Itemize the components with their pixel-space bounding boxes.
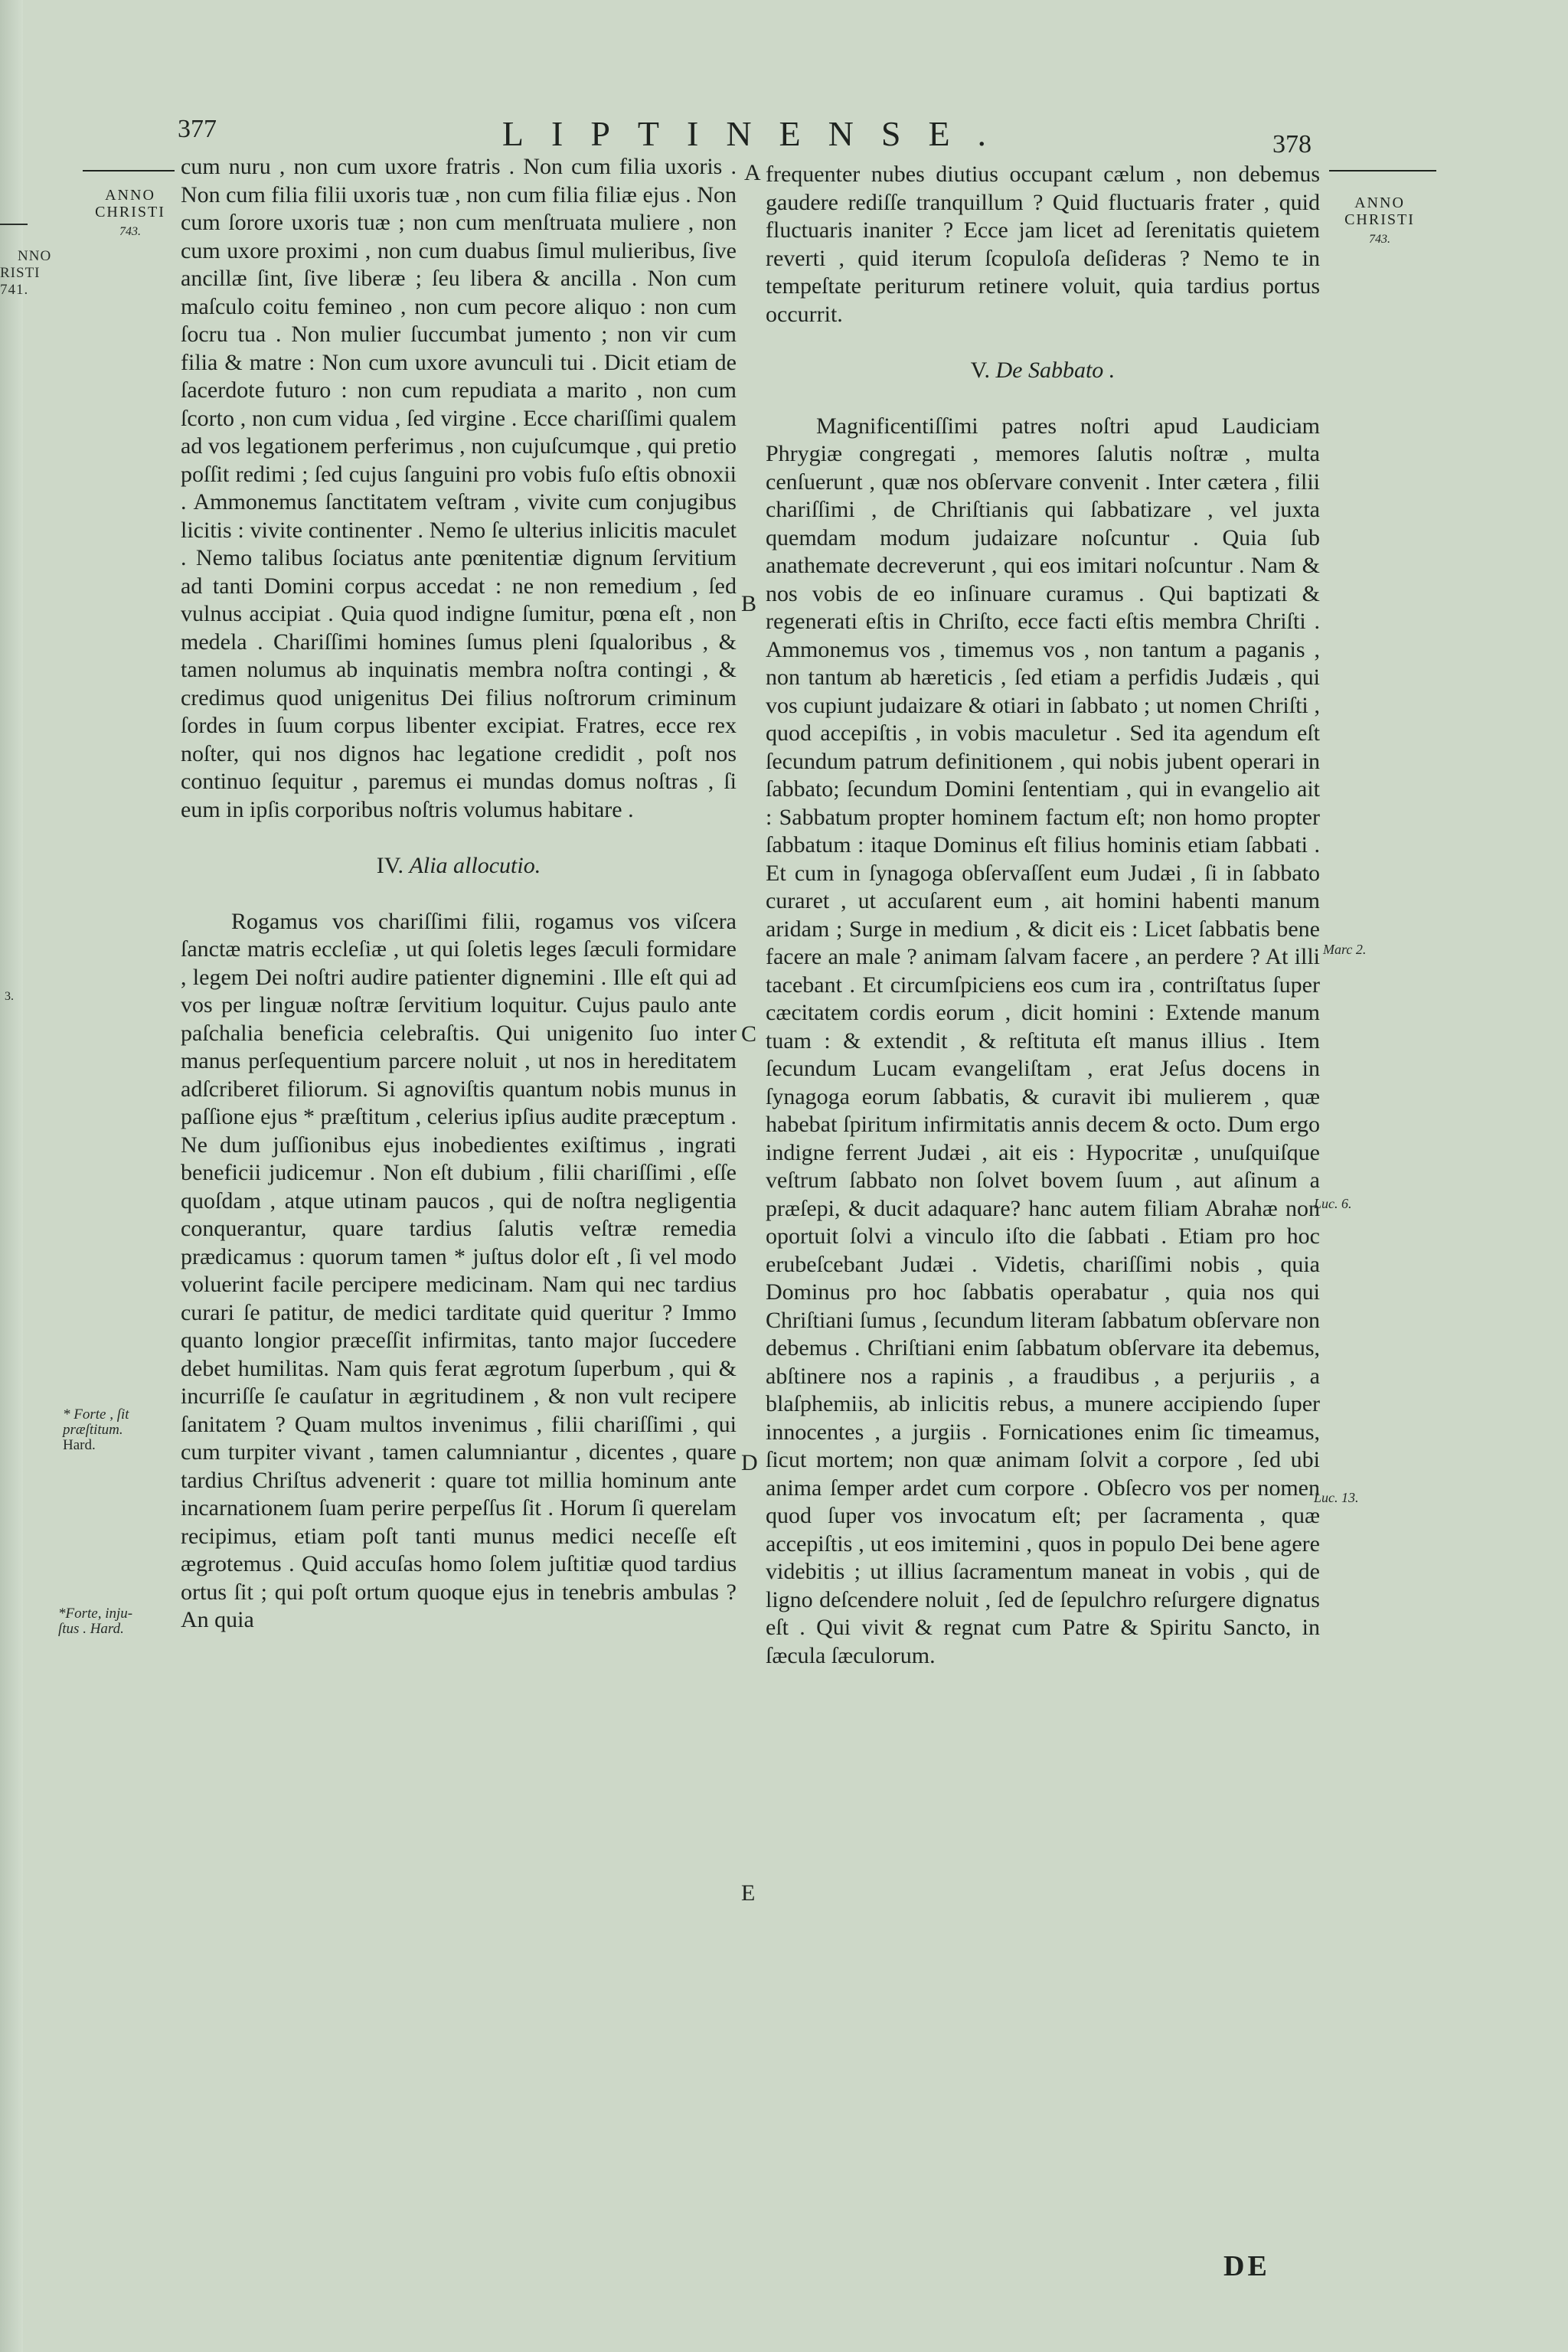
section-title: De Sabbato . (995, 358, 1116, 383)
previous-page-anno-fragment: NNO RISTI 741. (0, 248, 52, 298)
christi-label: CHRISTI (95, 204, 165, 220)
margin-ref-marc: Marc 2. (1323, 942, 1367, 957)
left-column (181, 153, 737, 1635)
left-paragraph-2: Rogamus vos chariſſimi filii, rogamus vos viſcera ſanctæ matris eccleſiæ , ut qui ſoletis leges ſæculi formidare , legem Dei noſtri audire patienter dignemini . Ille eſt qui ad vos per linguæ noſtræ ſervitium loquitur. Cujus paulo ante paſchalia beneficia celebraſtis. Qui unigenito ſuo inter manus perſequentium parcere noluit , ut nos in hereditatem adſcriberet filiorum. Si agnoviſtis quantum nobis munus in paſſione ejus * præſtitum , celerius ipſius audite præceptum . Ne dum juſſionibus ejus inobedientes exiſtimus , ingrati beneficii judicemur . Non eſt dubium , filii chariſſimi , eſſe quoſdam , atque utinam paucos , qui de noſtra negligentia conquerantur, quare tardius ſalutis veſtræ remedia prædicamus : quorum tamen * juſtus dolor eſt , ſi vel modo voluerint facile percipere medicinam. Nam qui nec tardius curari ſe patitur, de medici tarditate quid queritur ? Immo quanto longior præceſſit infirmitas, tanto major ſuccedere debet humilitas. Nam quis ferat ægrotum ſuperbum , qui & incurriſſe ſe cauſatur in ægritudinem , & non vult recipere ſanitatem ? Quam multos invenimus , filii chariſſimi , qui cum turpiter vivant , tamen calumniantur , dicentes , quare tardius Chriſtus advenerit : quare tot millia hominum ante incarnationem ſuam perire perpeſſus ſit . Horum ſi querelam recipimus, etiam poſt tanti munus medici neceſſe eſt ægrotemus . Quid accuſas homo ſolem juſtitiæ quod tardius ortus ſit ; qui poſt ortum quoque ejus in tenebris ambulas ? An quia (181, 908, 737, 1632)
page-number-right: 378 (1272, 130, 1312, 158)
catchword: DE (1223, 2250, 1270, 2282)
right-margin-rule (1329, 170, 1436, 172)
section-title: Alia allocutio. (409, 853, 541, 878)
footnote-line: *Forte, inju- (58, 1606, 133, 1622)
previous-page-rule (0, 224, 28, 225)
section-letter-e: E (741, 1880, 756, 1906)
footnote-1 (63, 1407, 170, 1453)
anno-christi-right (1331, 194, 1429, 248)
margin-ref-luc-6: Luc. 6. (1314, 1196, 1352, 1211)
section-heading-iv (181, 852, 737, 880)
section-letter-c: C (741, 1021, 757, 1047)
year-label: 743. (1369, 233, 1390, 246)
margin-ref-luc-13: Luc. 13. (1314, 1490, 1359, 1505)
anno-christi-left (83, 187, 178, 240)
page-number-left: 377 (178, 115, 217, 143)
left-margin-rule (83, 170, 175, 172)
previous-page-margin (0, 190, 52, 315)
anno-label: ANNO (1354, 194, 1405, 211)
running-title: LIPTINENSE. (501, 114, 1014, 153)
previous-page-mark: 3. (5, 990, 14, 1003)
year-label: 743. (119, 225, 141, 238)
section-number: IV. (376, 853, 404, 878)
right-paragraph-2: Magnificentiſſimi patres noſtri apud Laudiciam Phrygiæ congregati , memores ſalutis noſtræ , multa cenſuerunt , quæ nos obſervare convenit . Inter cætera , filii chariſſimi , de Chriſtianis qui ſabbatizare , vel juxta quemdam modum judaizare noſcuntur . Quia ſub anathemate decreverunt , qui eos imitari noſcuntur . Nam & nos vobis de eo inſinuare curamus . Qui baptizati & regenerati eſtis in Chriſto, ecce facti eſtis membra Chriſti . Ammonemus vos , timemus vos , non tantum a paganis , non tantum ab hæreticis , ſed etiam a perfidis Judæis , qui vos cupiunt judaizare & otiari in ſabbato ; ut nomen Chriſti , quod accepiſtis , in vobis maculetur . Sed ita agendum eſt ſecundum patrum definitionem , qui nobis jubent operari in ſabbato; ſecundum Domini ſententiam , qui in evangelio ait : Sabbatum propter hominem factum eſt; non homo propter ſabbatum : itaque Dominus eſt filius hominis etiam ſabbati . Et cum in ſynagoga obſervaſſent eum Judæi , ſi in ſabbato curaret , ut accuſarent eum , ait homini habenti manum aridam ; Surge in medium , & dicit eis : Licet ſabbatis bene facere an male ? animam ſalvam facere , an perdere ? At illi tacebant . Et circumſpiciens eos cum ira , contriſtatus ſuper cæcitatem cordis eorum , dicit homini : Extende manum tuam : & extendit , & reſtituta eſt manus illius . Item ſecundum Lucam evangeliſtam , erat Jeſus docens in ſynagoga eorum ſabbatis, & curavit ibi mulierem , quæ habebat ſpiritum infirmitatis annis decem & octo. Dum ergo indigne ferrent Judæi , ait eis : Hypocritæ , unuſquiſque veſtrum ſabbato non ſolvet bovem ſuum , aut aſinum a præſepi, & ducit adaquare? hanc autem filiam Abrahæ non oportuit ſolvi a vinculo iſto die ſabbati . Etiam pro hoc erubeſcebant Judæi . Videtis, chariſſimi nobis , quia Dominus pro hoc ſabbatis operabatur , quia nos qui Chriſtiani ſumus , ſecundum literam ſabbatum obſervare non debemus . Chriſtiani enim ſabbatum obſervare ita debemus, abſtinere nos a rapinis , a fraudibus , a perjuriis , a blaſphemiis, ab inlicitis rebus, a munere accipiendo ſuper innocentes , a jurgiis . Fornicationes enim ſic timeamus, ſicut mortem; non quæ animam ſolvit a corpore , ſed ubi anima ſemper ardet cum corpore . Obſecro vos per nomen quod ſuper vos invocatum eſt; per ſacramenta , quæ accepiſtis , ut eos imitemini , quos in populo Dei bene agere videbitis ; ut illius ſacramentum maneat in vobis , qui de ligno deſcendere noluit , ſed de ſepulchro reſurgere dignatus eſt . Qui vivit & regnat cum Patre & Spiritu Sancto, in ſæcula ſæculorum. (766, 413, 1320, 1668)
footnote-line: Hard. (63, 1437, 96, 1453)
section-number: V. (970, 358, 990, 383)
footnote-line: * Forte , ſit (63, 1406, 129, 1423)
christi-label: CHRISTI (1344, 211, 1415, 228)
section-letter-d: D (741, 1450, 758, 1475)
section-letter-a: A (744, 160, 761, 185)
left-paragraph-1: cum nuru , non cum uxore fratris . Non cum filia uxoris . Non cum filia filii uxoris tuæ , non cum filia filiæ ejus . Non cum ſorore uxoris tuæ ; non cum menſtruata muliere , non cum uxore proximi , non cum duabus ſimul mulieribus, ſive ancillæ ſint, ſive liberæ ; ſeu libera & ancilla . Non cum maſculo coitu femineo , non cum pecore aliquo : non cum ſocru tua . Non mulier ſuccumbat jumento ; non vir cum filia & matre : Non cum uxore avunculi tui . Dicit etiam de ſacerdote futuro : non cum repudiata a marito , non cum ſcorto , non cum vidua , ſed virgine . Ecce chariſſimi qualem ad vos legationem perferimus , non cujuſcumque , qui pretio poſſit redimi ; ſed cujus ſanguini pro vobis fuſo eſtis obnoxii . Ammonemus ſanctitatem veſtram , vivite cum conjugibus licitis : vivite continenter . Nemo ſe ulterius inlicitis maculet . Nemo talibus ſociatus ante pœnitentiæ dignum ſervitium ad tanti Domini corpus accedat : ne non remedium , ſed vulnus accipiat . Quia quod indigne ſumitur, pœna eſt , non medela . Chariſſimi homines ſumus pleni ſqualoribus , & tamen nolumus ab inquinatis membra noſtra contingi , & credimus quod unigenitus Dei filius noſtrorum criminum ſordes in ſuum corpus libenter excipiat. Fratres, ecce rex noſter, qui nos dignos hac legatione credidit , poſt nos continuo ſequitur , paremus ei mundas domus noſtras , ſi eum in ipſis corporibus noſtris volumus habitare . (181, 154, 737, 822)
anno-label: ANNO (105, 187, 155, 204)
footnote-2 (58, 1606, 173, 1637)
footnote-line: præſtitum. (63, 1422, 123, 1438)
footnote-line: ſtus . Hard. (58, 1621, 124, 1637)
section-heading-v (766, 357, 1320, 385)
section-letter-b: B (741, 591, 757, 616)
right-column (766, 161, 1320, 1670)
right-paragraph-1: frequenter nubes diutius occupant cælum , non debemus gaudere rediſſe tranquillum ? Quid fluctuaris frater , quid fluctuaris inaniter ? Ecce jam licet ad ſerenitatis quietem reverti , quid iterum ſcopuloſa deſideras ? Nemo te in tempeſtate periturum retinere voluit, quia tardius portus occurrit. (766, 162, 1320, 327)
book-binding-edge (0, 0, 23, 2352)
